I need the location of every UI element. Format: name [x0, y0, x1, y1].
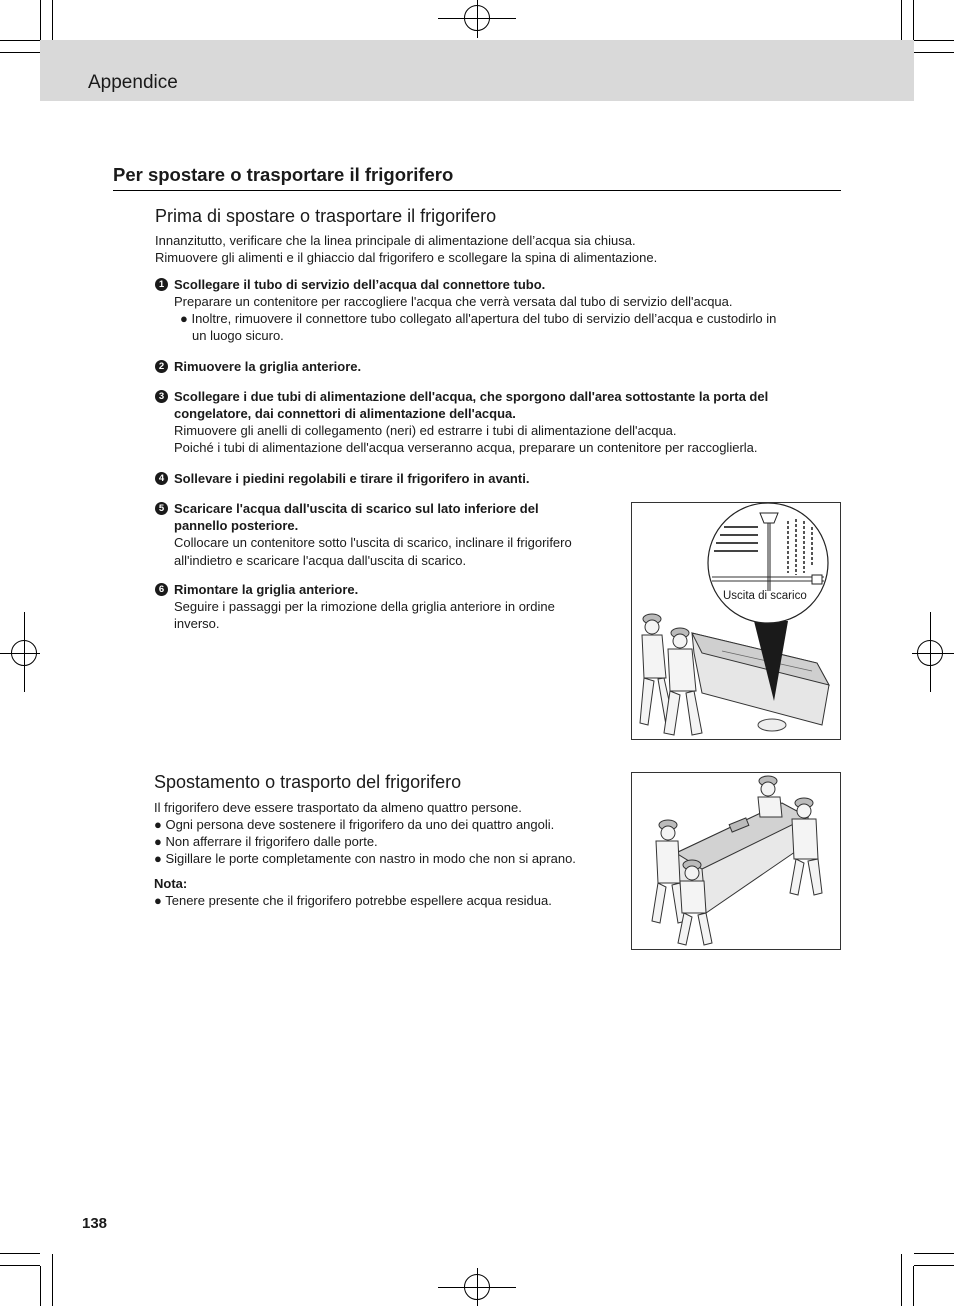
before-moving-title: Prima di spostare o trasportare il frigorifero: [155, 206, 497, 226]
step-text: Rimuovere gli anelli di collegamento (neri) ed estrarre i tubi di alimentazione dell'acqua.: [174, 423, 677, 438]
note-label: Nota:: [154, 876, 188, 891]
carrying-fridge-drawing: [632, 773, 840, 949]
step-title: pannello posteriore.: [174, 518, 299, 533]
step-title: Scollegare il tubo di servizio dell’acqua dal connettore tubo.: [174, 277, 546, 292]
section-divider: [113, 190, 841, 191]
step-title: Rimontare la griglia anteriore.: [174, 582, 359, 597]
section-title: Per spostare o trasportare il frigorifero: [113, 164, 454, 185]
drain-outlet-caption: Uscita di scarico: [723, 590, 807, 602]
step-title: Rimuovere la griglia anteriore.: [174, 359, 362, 374]
page-number: 138: [82, 1215, 108, 1232]
step-number-badge: 2: [155, 360, 168, 373]
step-number-badge: 6: [155, 583, 168, 596]
drain-outlet-illustration: [631, 502, 841, 740]
step-text: Preparare un contenitore per raccogliere l'acqua che verrà versata dal tubo di servizio dell'acqua.: [174, 294, 733, 309]
step-number-badge: 4: [155, 472, 168, 485]
step-text: all'indietro e scaricare l'acqua dall'uscita di scarico.: [174, 553, 467, 568]
step-number-badge: 3: [155, 390, 168, 403]
moving-bullet: ● Ogni persona deve sostenere il frigorifero da uno dei quattro angoli.: [154, 817, 555, 832]
intro-line: Innanzitutto, verificare che la linea principale di alimentazione dell’acqua sia chiusa.: [155, 233, 636, 248]
moving-line: Il frigorifero deve essere trasportato da almeno quattro persone.: [154, 800, 522, 815]
moving-bullet: ● Non afferrare il frigorifero dalle porte.: [154, 834, 378, 849]
step-text: Seguire i passaggi per la rimozione della griglia anteriore in ordine: [174, 599, 555, 614]
four-person-carry-illustration: [631, 772, 841, 950]
note-text: ● Tenere presente che il frigorifero potrebbe espellere acqua residua.: [154, 893, 552, 908]
step-text: Collocare un contenitore sotto l'uscita di scarico, inclinare il frigorifero: [174, 535, 572, 550]
step-bullet: ● Inoltre, rimuovere il connettore tubo collegato all'apertura del tubo di servizio dell’acqua e custodirlo in: [180, 311, 777, 326]
header-title: Appendice: [88, 72, 178, 93]
step-title: Scollegare i due tubi di alimentazione dell'acqua, che sporgono dall'area sottostante la porta del: [174, 389, 769, 404]
intro-line: Rimuovere gli alimenti e il ghiaccio dal frigorifero e scollegare la spina di alimentazione.: [155, 250, 658, 265]
tilted-fridge-drawing: [632, 503, 840, 739]
step-bullet: un luogo sicuro.: [192, 328, 284, 343]
moving-bullet: ● Sigillare le porte completamente con nastro in modo che non si aprano.: [154, 851, 576, 866]
step-number-badge: 1: [155, 278, 168, 291]
step-number-badge: 5: [155, 502, 168, 515]
step-text: Poiché i tubi di alimentazione dell'acqua verseranno acqua, preparare un contenitore per raccoglierla.: [174, 440, 758, 455]
moving-title: Spostamento o trasporto del frigorifero: [154, 772, 462, 792]
step-title: Scaricare l'acqua dall'uscita di scarico sul lato inferiore del: [174, 501, 539, 516]
step-title: Sollevare i piedini regolabili e tirare il frigorifero in avanti.: [174, 471, 530, 486]
step-title: congelatore, dai connettori di alimentazione dell'acqua.: [174, 406, 516, 421]
step-text: inverso.: [174, 616, 220, 631]
